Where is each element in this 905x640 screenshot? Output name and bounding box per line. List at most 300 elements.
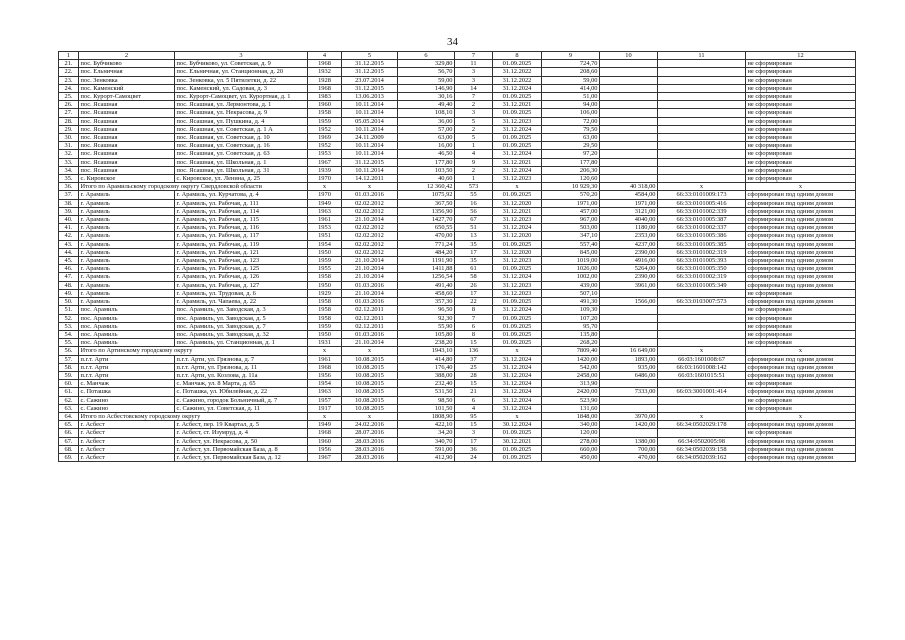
row-number-cell: 27.: [59, 109, 79, 117]
row-number-cell: 65.: [59, 421, 79, 429]
area-cell: 49,40: [398, 101, 455, 109]
planned-date-cell: 31.12.2024: [493, 84, 542, 92]
recognition-date-cell: х: [342, 183, 398, 191]
address-cell: пос. Курорт-Самоцвет, ул. Курортная, д. 1: [175, 93, 308, 101]
cost-cell: 313,90: [542, 380, 600, 388]
cadastral-number-cell: [658, 93, 746, 101]
planned-date-cell: х: [493, 183, 542, 191]
fund-cell: [600, 306, 658, 314]
cost-cell: 660,00: [542, 445, 600, 453]
row-number-cell: 43.: [59, 240, 79, 248]
cost-cell: 10 929,30: [542, 183, 600, 191]
fund-cell: 3961,00: [600, 281, 658, 289]
row-number-cell: 50.: [59, 298, 79, 306]
row-number-cell: 52.: [59, 314, 79, 322]
area-cell: 1256,54: [398, 273, 455, 281]
cost-cell: 278,00: [542, 437, 600, 445]
cost-cell: 120,00: [542, 429, 600, 437]
land-status-cell: сформирован под одним домом: [746, 363, 856, 371]
residents-cell: 1: [455, 175, 493, 183]
address-cell: г. Асбест, ул. Некрасова, д. 50: [175, 437, 308, 445]
row-number-cell: 28.: [59, 117, 79, 125]
land-status-cell: не сформирован: [746, 101, 856, 109]
residents-cell: 9: [455, 158, 493, 166]
row-number-cell: 59.: [59, 371, 79, 379]
table-row: [59, 142, 856, 150]
fund-cell: 2353,00: [600, 232, 658, 240]
recognition-date-cell: 28.03.2016: [342, 453, 398, 461]
cadastral-number-cell: [658, 84, 746, 92]
total-label-cell: Итого по Артинскому городскому округу: [79, 347, 308, 355]
fund-cell: 1971,00: [600, 199, 658, 207]
table-row: [59, 84, 856, 92]
planned-date-cell: 31.12.2021: [493, 101, 542, 109]
area-cell: 238,20: [398, 339, 455, 347]
table-row: [59, 109, 856, 117]
locality-cell: г. Арамиль: [79, 216, 175, 224]
area-cell: 458,60: [398, 289, 455, 297]
cost-cell: 1848,00: [542, 412, 600, 420]
table-row: [59, 175, 856, 183]
residents-cell: 55: [455, 191, 493, 199]
build-year-cell: 1958: [308, 109, 342, 117]
cadastral-number-cell: 66:33:0101002:339: [658, 207, 746, 215]
table-row: [59, 232, 856, 240]
area-cell: 1943,10: [398, 347, 455, 355]
build-year-cell: 1983: [308, 93, 342, 101]
address-cell: г. Арамиль, ул. Рабочая, д. 127: [175, 281, 308, 289]
residents-cell: 17: [455, 437, 493, 445]
row-number-cell: 48.: [59, 281, 79, 289]
build-year-cell: 1967: [308, 158, 342, 166]
fund-cell: [600, 150, 658, 158]
cadastral-number-cell: 66:33:0101002:319: [658, 248, 746, 256]
recognition-date-cell: х: [342, 412, 398, 420]
area-cell: 57,00: [398, 125, 455, 133]
cost-cell: 542,00: [542, 363, 600, 371]
recognition-date-cell: х: [342, 347, 398, 355]
area-cell: 422,10: [398, 421, 455, 429]
address-cell: пос. Ясашная, ул. Школьная, д. 1: [175, 158, 308, 166]
address-cell: г. Асбест, ул. Первомайская База, д. 8: [175, 445, 308, 453]
address-cell: п.г.т. Арти, ул. Грязнова, д. 11: [175, 363, 308, 371]
residents-cell: 6: [455, 322, 493, 330]
locality-cell: пос. Арамиль: [79, 322, 175, 330]
row-number-cell: 45.: [59, 257, 79, 265]
cadastral-number-cell: [658, 339, 746, 347]
locality-cell: пос. Ясашная: [79, 125, 175, 133]
cadastral-number-cell: 66:34:0502029:178: [658, 421, 746, 429]
cadastral-number-cell: 66:34:0502005:98: [658, 437, 746, 445]
table-row: [59, 396, 856, 404]
cost-cell: 503,00: [542, 224, 600, 232]
row-number-cell: 24.: [59, 84, 79, 92]
build-year-cell: 1959: [308, 322, 342, 330]
locality-cell: г. Асбест: [79, 421, 175, 429]
land-status-cell: не сформирован: [746, 322, 856, 330]
build-year-cell: 1957: [308, 396, 342, 404]
land-status-cell: сформирован под одним домом: [746, 371, 856, 379]
recognition-date-cell: 10.08.2015: [342, 396, 398, 404]
fund-cell: 4584,00: [600, 191, 658, 199]
address-cell: г. Арамиль, ул. Рабочая, д. 114: [175, 207, 308, 215]
recognition-date-cell: 02.02.2012: [342, 232, 398, 240]
build-year-cell: 1950: [308, 281, 342, 289]
table-row: [59, 158, 856, 166]
cadastral-number-cell: [658, 125, 746, 133]
table-row: [59, 429, 856, 437]
area-cell: 63,00: [398, 134, 455, 142]
column-header: 10: [600, 52, 658, 60]
cost-cell: 845,00: [542, 248, 600, 256]
cost-cell: 177,80: [542, 158, 600, 166]
build-year-cell: 1968: [308, 84, 342, 92]
address-cell: пос. Ясашная, ул. Советская, д. 1 А: [175, 125, 308, 133]
recognition-date-cell: 13.06.2013: [342, 93, 398, 101]
row-number-cell: 49.: [59, 289, 79, 297]
fund-cell: [600, 125, 658, 133]
row-number-cell: 58.: [59, 363, 79, 371]
locality-cell: пос. Ясашная: [79, 150, 175, 158]
build-year-cell: 1958: [308, 306, 342, 314]
row-number-cell: 66.: [59, 429, 79, 437]
locality-cell: г. Асбест: [79, 437, 175, 445]
build-year-cell: 1968: [308, 60, 342, 68]
land-status-cell: не сформирован: [746, 60, 856, 68]
fund-cell: [600, 68, 658, 76]
fund-cell: 700,00: [600, 445, 658, 453]
column-header: 5: [342, 52, 398, 60]
cost-cell: 94,00: [542, 101, 600, 109]
locality-cell: пос. Ясашная: [79, 166, 175, 174]
row-number-cell: 44.: [59, 248, 79, 256]
cost-cell: 135,80: [542, 330, 600, 338]
table-header-row: [59, 52, 856, 60]
build-year-cell: 1963: [308, 388, 342, 396]
build-year-cell: 1917: [308, 404, 342, 412]
cost-cell: 2420,00: [542, 388, 600, 396]
recognition-date-cell: 21.10.2014: [342, 339, 398, 347]
area-cell: 40,60: [398, 175, 455, 183]
fund-cell: [600, 429, 658, 437]
residents-cell: 26: [455, 281, 493, 289]
cadastral-number-cell: [658, 68, 746, 76]
planned-date-cell: 31.12.2020: [493, 232, 542, 240]
row-number-cell: 64.: [59, 412, 79, 420]
planned-date-cell: 30.12.2021: [493, 437, 542, 445]
row-number-cell: 51.: [59, 306, 79, 314]
address-cell: г. Арамиль, ул. Рабочая, д. 125: [175, 265, 308, 273]
cost-cell: 95,70: [542, 322, 600, 330]
fund-cell: 4040,00: [600, 216, 658, 224]
area-cell: 367,50: [398, 199, 455, 207]
locality-cell: г. Арамиль: [79, 191, 175, 199]
address-cell: г. Асбест, пер. 19 Квартал, д. 5: [175, 421, 308, 429]
fund-cell: [600, 396, 658, 404]
recognition-date-cell: 21.10.2014: [342, 265, 398, 273]
cost-cell: 79,50: [542, 125, 600, 133]
locality-cell: пос. Бубчиково: [79, 60, 175, 68]
recognition-date-cell: 14.12.2011: [342, 175, 398, 183]
residents-cell: 17: [455, 248, 493, 256]
build-year-cell: 1929: [308, 289, 342, 297]
locality-cell: пос. Арамиль: [79, 339, 175, 347]
planned-date-cell: 31.12.2024: [493, 355, 542, 363]
table-row: [59, 355, 856, 363]
recognition-date-cell: 01.03.2016: [342, 298, 398, 306]
table-row: [59, 101, 856, 109]
fund-cell: [600, 289, 658, 297]
cost-cell: 268,20: [542, 339, 600, 347]
land-status-cell: х: [746, 412, 856, 420]
area-cell: 108,10: [398, 109, 455, 117]
land-status-cell: сформирован под одним домом: [746, 248, 856, 256]
address-cell: пос. Арамиль, ул. Станционная, д. 1: [175, 339, 308, 347]
land-status-cell: не сформирован: [746, 330, 856, 338]
residents-cell: 8: [455, 306, 493, 314]
planned-date-cell: 01.09.2025: [493, 142, 542, 150]
fund-cell: 4916,00: [600, 257, 658, 265]
planned-date-cell: 30.12.2024: [493, 421, 542, 429]
residents-cell: 7: [455, 314, 493, 322]
land-status-cell: не сформирован: [746, 109, 856, 117]
recognition-date-cell: 23.07.2014: [342, 76, 398, 84]
cost-cell: 120,60: [542, 175, 600, 183]
address-cell: г. Арамиль, ул. Рабочая, д. 111: [175, 199, 308, 207]
residents-cell: 2: [455, 125, 493, 133]
recognition-date-cell: 10.11.2014: [342, 101, 398, 109]
row-number-cell: 55.: [59, 339, 79, 347]
area-cell: 591,00: [398, 445, 455, 453]
residents-cell: 14: [455, 84, 493, 92]
address-cell: пос. Ельничная, ул. Станционная, д. 20: [175, 68, 308, 76]
planned-date-cell: 01.09.2025: [493, 339, 542, 347]
area-cell: 12 360,42: [398, 183, 455, 191]
recognition-date-cell: 24.11.2009: [342, 134, 398, 142]
cadastral-number-cell: [658, 166, 746, 174]
planned-date-cell: 31.12.2024: [493, 273, 542, 281]
table-total-row: [59, 412, 856, 420]
planned-date-cell: 31.12.2024: [493, 380, 542, 388]
address-cell: пос. Ясашная, ул. Школьная, д. 31: [175, 166, 308, 174]
planned-date-cell: 31.12.2020: [493, 199, 542, 207]
land-status-cell: не сформирован: [746, 339, 856, 347]
land-status-cell: не сформирован: [746, 125, 856, 133]
fund-cell: 5264,00: [600, 265, 658, 273]
table-total-row: [59, 347, 856, 355]
residents-cell: 22: [455, 298, 493, 306]
residents-cell: 15: [455, 380, 493, 388]
residents-cell: 3: [455, 76, 493, 84]
build-year-cell: 1961: [308, 216, 342, 224]
row-number-cell: 47.: [59, 273, 79, 281]
cadastral-number-cell: [658, 76, 746, 84]
address-cell: пос. Бубчиково, ул. Советская, д. 9: [175, 60, 308, 68]
cost-cell: 967,00: [542, 216, 600, 224]
fund-cell: 2390,00: [600, 273, 658, 281]
residents-cell: 11: [455, 60, 493, 68]
planned-date-cell: 01.09.2025: [493, 240, 542, 248]
area-cell: 177,80: [398, 158, 455, 166]
address-cell: г. Арамиль, ул. Рабочая, д. 115: [175, 216, 308, 224]
residents-cell: 17: [455, 289, 493, 297]
locality-cell: с. Кировское: [79, 175, 175, 183]
cadastral-number-cell: [658, 330, 746, 338]
address-cell: с. Поташка, ул. Юбилейная, д. 22: [175, 388, 308, 396]
table-row: [59, 453, 856, 461]
locality-cell: пос. Арамиль: [79, 314, 175, 322]
table-row: [59, 371, 856, 379]
cost-cell: 570,20: [542, 191, 600, 199]
address-cell: г. Арамиль, ул. Рабочая, д. 116: [175, 224, 308, 232]
recognition-date-cell: 28.03.2016: [342, 437, 398, 445]
land-status-cell: не сформирован: [746, 166, 856, 174]
address-cell: пос. Ясашная, ул. Советская, д. 63: [175, 150, 308, 158]
row-number-cell: 31.: [59, 142, 79, 150]
build-year-cell: 1959: [308, 117, 342, 125]
locality-cell: пос. Ясашная: [79, 142, 175, 150]
residents-cell: 3: [455, 68, 493, 76]
build-year-cell: 1953: [308, 150, 342, 158]
planned-date-cell: 31.12.2023: [493, 257, 542, 265]
table-row: [59, 421, 856, 429]
recognition-date-cell: 10.08.2015: [342, 404, 398, 412]
planned-date-cell: 31.12.2024: [493, 363, 542, 371]
recognition-date-cell: 10.08.2015: [342, 380, 398, 388]
land-status-cell: сформирован под одним домом: [746, 388, 856, 396]
residents-cell: 58: [455, 273, 493, 281]
area-cell: 103,50: [398, 166, 455, 174]
column-header: 6: [398, 52, 455, 60]
locality-cell: г. Арамиль: [79, 232, 175, 240]
area-cell: 1075,92: [398, 191, 455, 199]
cadastral-number-cell: 66:34:0502039:162: [658, 453, 746, 461]
recognition-date-cell: 31.12.2015: [342, 68, 398, 76]
address-cell: пос. Ясашная, ул. Лермонтова, д. 1: [175, 101, 308, 109]
cadastral-number-cell: 66:33:0101005:416: [658, 199, 746, 207]
fund-cell: 470,00: [600, 453, 658, 461]
cost-cell: 507,10: [542, 289, 600, 297]
locality-cell: г. Арамиль: [79, 224, 175, 232]
land-status-cell: не сформирован: [746, 314, 856, 322]
cadastral-number-cell: [658, 109, 746, 117]
land-status-cell: сформирован под одним домом: [746, 298, 856, 306]
land-status-cell: не сформирован: [746, 93, 856, 101]
locality-cell: г. Арамиль: [79, 273, 175, 281]
area-cell: 531,50: [398, 388, 455, 396]
recognition-date-cell: 02.02.2012: [342, 240, 398, 248]
recognition-date-cell: 10.08.2015: [342, 388, 398, 396]
cadastral-number-cell: 66:33:0101005:349: [658, 281, 746, 289]
locality-cell: пос. Курорт-Самоцвет: [79, 93, 175, 101]
cadastral-number-cell: 66:03:1601008:142: [658, 363, 746, 371]
fund-cell: [600, 166, 658, 174]
cost-cell: 450,00: [542, 453, 600, 461]
fund-cell: [600, 76, 658, 84]
address-cell: пос. Арамиль, ул. Заводская, д. 5: [175, 314, 308, 322]
locality-cell: г. Арамиль: [79, 298, 175, 306]
land-status-cell: х: [746, 183, 856, 191]
build-year-cell: х: [308, 412, 342, 420]
land-status-cell: не сформирован: [746, 142, 856, 150]
row-number-cell: 61.: [59, 388, 79, 396]
recognition-date-cell: 10.11.2014: [342, 109, 398, 117]
residents-cell: 16: [455, 199, 493, 207]
address-cell: с. Манчаж, ул. 8 Марта, д. 65: [175, 380, 308, 388]
address-cell: пос. Зенковка, ул. 5 Пятилетки, д. 22: [175, 76, 308, 84]
table-row: [59, 166, 856, 174]
cost-cell: 1971,00: [542, 199, 600, 207]
area-cell: 412,90: [398, 453, 455, 461]
planned-date-cell: 31.12.2023: [493, 117, 542, 125]
row-number-cell: 41.: [59, 224, 79, 232]
land-status-cell: сформирован под одним домом: [746, 445, 856, 453]
planned-date-cell: 31.12.2024: [493, 371, 542, 379]
land-status-cell: не сформирован: [746, 175, 856, 183]
cadastral-number-cell: [658, 380, 746, 388]
build-year-cell: 1953: [308, 224, 342, 232]
locality-cell: г. Арамиль: [79, 207, 175, 215]
area-cell: 16,00: [398, 142, 455, 150]
residents-cell: 136: [455, 347, 493, 355]
residents-cell: 51: [455, 224, 493, 232]
cadastral-number-cell: 66:03:3001001:414: [658, 388, 746, 396]
cost-cell: 523,90: [542, 396, 600, 404]
land-status-cell: сформирован под одним домом: [746, 199, 856, 207]
fund-cell: 1380,00: [600, 437, 658, 445]
column-header: 2: [79, 52, 175, 60]
cadastral-number-cell: [658, 396, 746, 404]
cost-cell: 107,20: [542, 314, 600, 322]
planned-date-cell: 31.12.2021: [493, 158, 542, 166]
row-number-cell: 56.: [59, 347, 79, 355]
area-cell: 1808,90: [398, 412, 455, 420]
area-cell: 56,70: [398, 68, 455, 76]
fund-cell: 7333,00: [600, 388, 658, 396]
recognition-date-cell: 21.10.2014: [342, 273, 398, 281]
cadastral-number-cell: [658, 134, 746, 142]
address-cell: г. Арамиль, ул. Рабочая, д. 126: [175, 273, 308, 281]
row-number-cell: 33.: [59, 158, 79, 166]
planned-date-cell: 31.12.2023: [493, 216, 542, 224]
locality-cell: г. Арамиль: [79, 281, 175, 289]
residents-cell: 35: [455, 240, 493, 248]
recognition-date-cell: 02.02.2012: [342, 224, 398, 232]
address-cell: г. Арамиль, ул. Рабочая, д. 119: [175, 240, 308, 248]
planned-date-cell: 31.12.2022: [493, 76, 542, 84]
address-cell: пос. Ясашная, ул. Некрасова, д. 9: [175, 109, 308, 117]
locality-cell: с. Поташка: [79, 388, 175, 396]
address-cell: пос. Ясашная, ул. Советская, д. 10: [175, 134, 308, 142]
area-cell: 30,16: [398, 93, 455, 101]
build-year-cell: 1960: [308, 437, 342, 445]
residents-cell: 2: [455, 101, 493, 109]
fund-cell: 6486,00: [600, 371, 658, 379]
cadastral-number-cell: [658, 429, 746, 437]
build-year-cell: х: [308, 347, 342, 355]
area-cell: 34,20: [398, 429, 455, 437]
table-row: [59, 380, 856, 388]
cadastral-number-cell: [658, 60, 746, 68]
planned-date-cell: 01.09.2025: [493, 60, 542, 68]
area-cell: 484,20: [398, 248, 455, 256]
area-cell: 1356,90: [398, 207, 455, 215]
address-cell: г. Арамиль, ул. Рабочая, д. 117: [175, 232, 308, 240]
area-cell: 491,40: [398, 281, 455, 289]
cost-cell: 208,60: [542, 68, 600, 76]
fund-cell: [600, 404, 658, 412]
row-number-cell: 34.: [59, 166, 79, 174]
